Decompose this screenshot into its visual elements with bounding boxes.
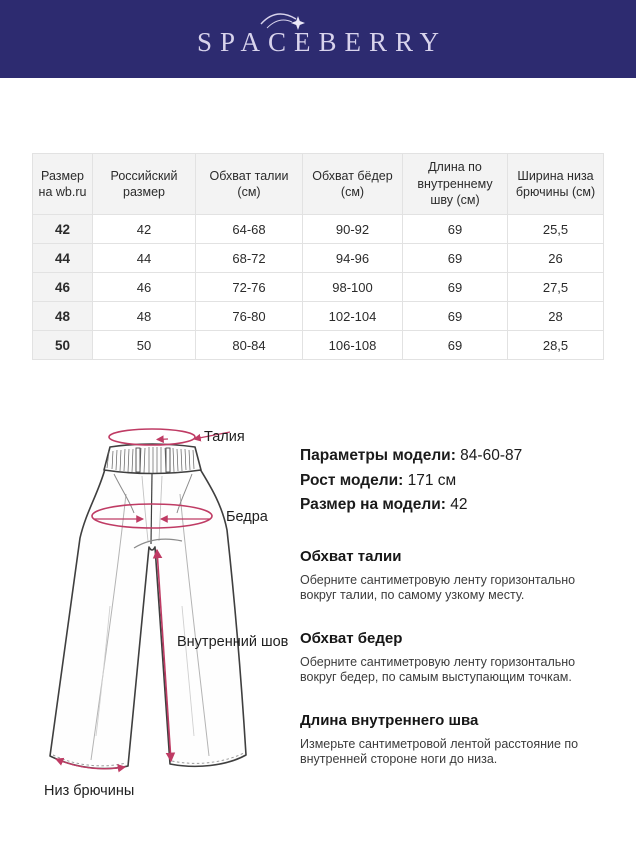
table-cell: 44	[33, 244, 93, 273]
column-header-waist: Обхват талии (см)	[196, 154, 303, 215]
table-cell: 46	[93, 273, 196, 302]
measure-section-body: Оберните сантиметровую ленту горизонтально вокруг талии, по самому узкому месту.	[300, 572, 576, 602]
table-cell: 69	[403, 244, 508, 273]
model-height-value: 171 см	[407, 471, 457, 489]
table-row	[33, 302, 604, 331]
column-header-ru-size: Российский размер	[93, 154, 196, 215]
model-size-value: 42	[450, 496, 468, 513]
table-cell: 26	[508, 244, 604, 273]
model-size-line	[300, 493, 614, 518]
model-parameters-line	[300, 444, 614, 469]
measure-section-waist	[300, 548, 614, 604]
trousers-sketch	[30, 416, 300, 816]
measure-section-title: Длина внутреннего шва	[300, 711, 479, 729]
model-height-label: Рост модели:	[300, 471, 404, 489]
measure-section-inseam	[300, 712, 614, 768]
column-header-hips: Обхват бёдер (см)	[303, 154, 403, 215]
column-header-inseam: Длина по внутреннему шву (см)	[403, 154, 508, 215]
table-header-row	[33, 154, 604, 215]
table-cell: 28,5	[508, 331, 604, 360]
table-cell: 42	[93, 215, 196, 244]
table-cell: 44	[93, 244, 196, 273]
measure-section-body: Оберните сантиметровую ленту горизонтально вокруг бедер, по самым выступающим точкам.	[300, 654, 576, 684]
table-cell: 50	[93, 331, 196, 360]
diagram-label-hem: Низ брючины	[44, 783, 135, 799]
table-cell: 72-76	[196, 273, 303, 302]
table-cell: 69	[403, 302, 508, 331]
table-row	[33, 331, 604, 360]
table-cell: 48	[93, 302, 196, 331]
table-cell: 64-68	[196, 215, 303, 244]
table-cell: 76-80	[196, 302, 303, 331]
table-cell: 27,5	[508, 273, 604, 302]
table-cell: 69	[403, 215, 508, 244]
measure-section-body: Измерьте сантиметровой лентой расстояние по внутренней стороне ноги до низа.	[300, 736, 579, 766]
diagram-label-inseam: Внутренний шов	[177, 634, 289, 650]
table-cell: 46	[33, 273, 93, 302]
diagram-label-hips: Бедра	[226, 509, 268, 525]
diagram-label-waist: Талия	[204, 429, 245, 445]
model-size-label: Размер на модели:	[300, 496, 446, 513]
table-cell: 94-96	[303, 244, 403, 273]
table-cell: 69	[403, 331, 508, 360]
table-row	[33, 244, 604, 273]
table-cell: 80-84	[196, 331, 303, 360]
measure-info-column	[300, 444, 614, 768]
table-row	[33, 215, 604, 244]
trousers-diagram	[30, 416, 300, 816]
table-cell: 68-72	[196, 244, 303, 273]
measure-section-title: Обхват бедер	[300, 629, 403, 647]
table-cell: 48	[33, 302, 93, 331]
column-header-wb-size: Размер на wb.ru	[33, 154, 93, 215]
column-header-hem-width: Ширина низа брючины (см)	[508, 154, 604, 215]
model-height-line	[300, 469, 614, 494]
table-cell: 25,5	[508, 215, 604, 244]
table-cell: 106-108	[303, 331, 403, 360]
model-parameters-value: 84-60-87	[460, 447, 523, 464]
table-cell: 50	[33, 331, 93, 360]
table-cell: 42	[33, 215, 93, 244]
model-parameters-label: Параметры модели:	[300, 447, 456, 464]
brand-logo-text: SPACEBERRY	[196, 27, 448, 57]
table-cell: 90-92	[303, 215, 403, 244]
brand-header	[0, 0, 636, 78]
size-table	[32, 153, 604, 360]
measure-section-title: Обхват талии	[300, 547, 402, 565]
table-cell: 69	[403, 273, 508, 302]
table-cell: 102-104	[303, 302, 403, 331]
table-cell: 28	[508, 302, 604, 331]
table-cell: 98-100	[303, 273, 403, 302]
measure-section-hips	[300, 630, 614, 686]
table-row	[33, 273, 604, 302]
